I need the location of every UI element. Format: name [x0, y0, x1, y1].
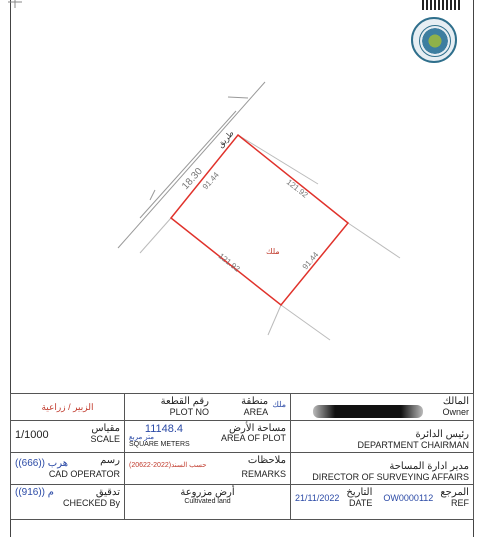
road-edge-outer	[118, 82, 265, 248]
cad-operator-en: CAD OPERATOR	[48, 469, 120, 479]
remarks-ar: ملاحظات	[247, 455, 286, 466]
date-ref-cell	[291, 485, 474, 520]
cad-operator-ar: رسم	[100, 455, 120, 466]
director-en: DIRECTOR OF SURVEYING AFFAIRS	[312, 472, 469, 482]
area-of-plot-value: 11148.4	[144, 423, 184, 435]
cad-operator-cell	[11, 453, 125, 485]
area-en: AREA	[243, 407, 269, 417]
remarks-cell	[125, 453, 291, 485]
land-use-ar: أرض مزروعة	[180, 487, 235, 498]
area-of-plot-en: AREA OF PLOT	[220, 433, 286, 443]
extension-line-bottom-r	[281, 305, 330, 340]
left-side-dimension: 91.44	[200, 170, 221, 192]
checked-en: CHECKED By	[62, 498, 120, 508]
extension-line-right	[348, 223, 400, 258]
date-en: DATE	[349, 498, 373, 508]
area-of-plot-cell	[125, 421, 291, 453]
area-block	[213, 396, 268, 417]
checked-value: ((916)) م	[15, 487, 54, 498]
land-use-cell	[125, 485, 291, 520]
owner-en: Owner	[442, 407, 469, 417]
scale-cell	[11, 421, 125, 453]
extension-line-bottom	[268, 305, 281, 335]
checked-ar: تدقيق	[95, 487, 120, 498]
road-width-label: 18.30	[180, 166, 205, 193]
district-cell	[11, 394, 125, 421]
scale-en: SCALE	[90, 434, 120, 444]
scale-value: 1/1000	[15, 429, 49, 441]
right-side-dimension: 91.44	[300, 250, 321, 272]
date-value: 21/11/2022	[295, 493, 340, 503]
reference-value: OW0000112	[383, 493, 434, 503]
director-cell	[291, 453, 474, 485]
extension-line-left	[140, 218, 171, 253]
extension-line-top	[238, 135, 318, 184]
department-chairman-cell	[291, 421, 474, 453]
road-label: طريق	[215, 128, 236, 150]
road-edge-cap	[228, 97, 248, 98]
road-tick	[150, 190, 155, 200]
date-ar: التاريخ	[346, 487, 373, 498]
land-use-en: Cultivated land	[184, 498, 231, 505]
cad-operator-value: ((666)) هرب	[15, 458, 69, 469]
plot-label: ملك	[266, 247, 280, 256]
owner-ar: المالك	[442, 396, 469, 407]
plot-no-ar: رقم القطعة	[160, 396, 209, 407]
area-ar: منطقة	[241, 396, 269, 407]
scale-ar: مقياس	[91, 423, 120, 434]
road-edge-inner	[140, 111, 236, 218]
top-side-dimension: 121.92	[284, 177, 310, 200]
remarks-en: REMARKS	[241, 469, 286, 479]
reference-en: REF	[450, 498, 469, 508]
reference-ar: المرجع	[440, 487, 469, 498]
dept-chairman-ar: رئيس الدائرة	[415, 429, 469, 440]
owner-name-redaction	[313, 405, 423, 418]
plot-no-en: PLOT NO	[169, 407, 209, 417]
area-of-plot-ar: مساحة الأرض	[228, 423, 286, 434]
director-ar: مدير ادارة المساحة	[389, 461, 469, 472]
dept-chairman-en: DEPARTMENT CHAIRMAN	[357, 440, 469, 450]
district-value: الزبير / زراعية	[41, 402, 94, 412]
remarks-value: حسب السند(2022-20622)	[129, 462, 207, 469]
checked-by-cell	[11, 485, 125, 520]
bottom-side-dimension: 121.92	[216, 251, 242, 274]
area-and-plot-cell	[125, 394, 291, 421]
square-meters-en: SQUARE METERS	[129, 441, 190, 448]
plot-no-block	[129, 396, 209, 417]
plot-boundary	[171, 135, 348, 305]
square-meters-ar: متر مربع	[129, 434, 154, 441]
area-value: ملك	[272, 400, 286, 409]
